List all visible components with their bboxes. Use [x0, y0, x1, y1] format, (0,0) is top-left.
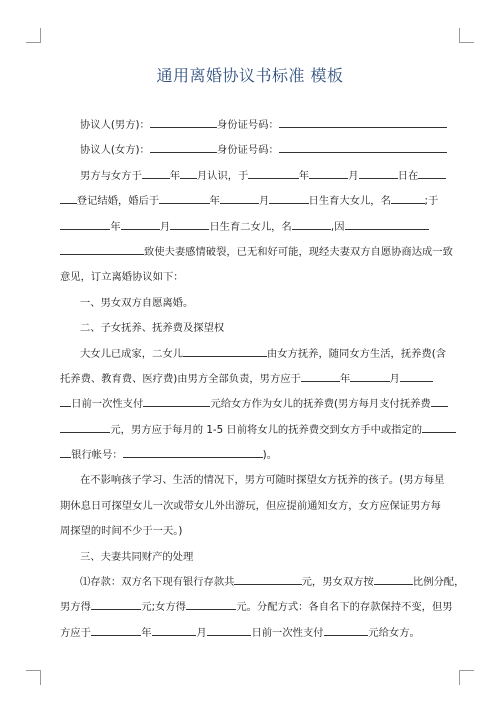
blank-underline: [60, 446, 71, 458]
paragraph-line: 致使夫妻感情破裂，已无和好可能，现经夫妻双方自愿协商达成一致: [60, 240, 440, 265]
blank-underline: [150, 116, 217, 128]
blank-underline: [431, 395, 448, 407]
blank-underline: [60, 192, 77, 204]
paragraph-line: 意见，订立离婚协议如下：: [60, 271, 184, 284]
blank-underline: [60, 243, 144, 255]
blank-underline: [279, 141, 447, 153]
blank-underline: [292, 218, 331, 230]
blank-underline: [269, 192, 308, 204]
male-party-line: 协议人(男方)： 身份证号码：: [60, 113, 440, 138]
paragraph-line: ⑴存款：双方名下现有银行存款共 元，男女双方按 比例分配，: [60, 570, 440, 595]
document-body: [60, 113, 465, 646]
blank-underline: [234, 573, 301, 585]
paragraph-line: 周探望的时间不少于一天。): [60, 525, 183, 538]
paragraph-line: 年 月 日生育二女儿，名 ,因: [60, 215, 440, 240]
blank-underline: [150, 141, 217, 153]
crop-mark-top-right: [459, 28, 474, 43]
female-party-line: 协议人(女方)： 身份证号码：: [60, 138, 440, 163]
blank-underline: [309, 167, 348, 179]
crop-mark-top-left: [26, 28, 41, 43]
paragraph-line: 登记结婚，婚后于 年 月 日生育大女儿，名 ;于: [60, 189, 440, 214]
blank-underline: [143, 395, 210, 407]
paragraph-line: 在不影响孩子学习、生活的情况下，男方可随时探望女方抚养的孩子。(男方每星: [80, 474, 445, 487]
blank-underline: [170, 218, 209, 230]
blank-underline: [422, 421, 456, 433]
blank-underline: [220, 192, 259, 204]
blank-underline: [248, 167, 298, 179]
paragraph-line: 期休息日可探望女儿一次或带女儿外出游玩，但应提前通知女方，女方应保证男方每: [60, 499, 441, 512]
blank-underline: [152, 624, 197, 636]
paragraph-line: 大女儿已成家，二女儿 由女方抚养，随同女方生活，抚养费(含: [60, 342, 440, 367]
blank-underline: [207, 624, 252, 636]
crop-mark-bottom-right: [459, 670, 474, 685]
blank-underline: [159, 192, 209, 204]
blank-underline: [400, 370, 434, 382]
blank-underline: [60, 395, 71, 407]
blank-underline: [60, 421, 110, 433]
blank-underline: [123, 446, 263, 458]
paragraph-line: 日前一次性支付 元给女方作为女儿的抚养费(男方每月支付抚养费: [60, 392, 440, 417]
paragraph-line: 元，男方应于每月的 1-5 日前将女儿的抚养费交到女方手中或指定的: [60, 418, 440, 443]
blank-underline: [91, 598, 141, 610]
paragraph-line: 男方得 元;女方得 元。分配方式：各自名下的存款保持不变，但男: [60, 595, 440, 620]
section-heading-2: 二、子女抚养、抚养费及探望权: [80, 322, 225, 335]
blank-underline: [60, 218, 110, 230]
blank-underline: [345, 218, 429, 230]
blank-underline: [324, 624, 369, 636]
paragraph-line: 方应于 年 月 日前一次性支付 元给女方。: [60, 621, 440, 646]
blank-underline: [359, 167, 398, 179]
blank-underline: [301, 370, 340, 382]
blank-underline: [91, 624, 141, 636]
blank-underline: [183, 345, 267, 357]
blank-underline: [418, 167, 446, 179]
document-title: 通用离婚协议书标准 模板: [156, 66, 344, 85]
blank-underline: [391, 192, 425, 204]
section-heading-3: 三、夫妻共同财产的处理: [80, 550, 194, 563]
blank-underline: [374, 573, 413, 585]
paragraph-line: 男方与女方于 年 月认识，于 年 月 日在: [60, 164, 440, 189]
blank-underline: [279, 116, 447, 128]
paragraph-line: 托养费、教育费、医疗费)由男方全部负责，男方应于 年 月: [60, 367, 440, 392]
paragraph-line: 银行帐号： )。: [60, 443, 440, 468]
section-heading-1: 一、男女双方自愿离婚。: [80, 296, 194, 309]
blank-underline: [350, 370, 389, 382]
blank-underline: [180, 167, 197, 179]
blank-underline: [142, 167, 170, 179]
crop-mark-bottom-left: [26, 670, 41, 685]
blank-underline: [121, 218, 160, 230]
blank-underline: [186, 598, 236, 610]
